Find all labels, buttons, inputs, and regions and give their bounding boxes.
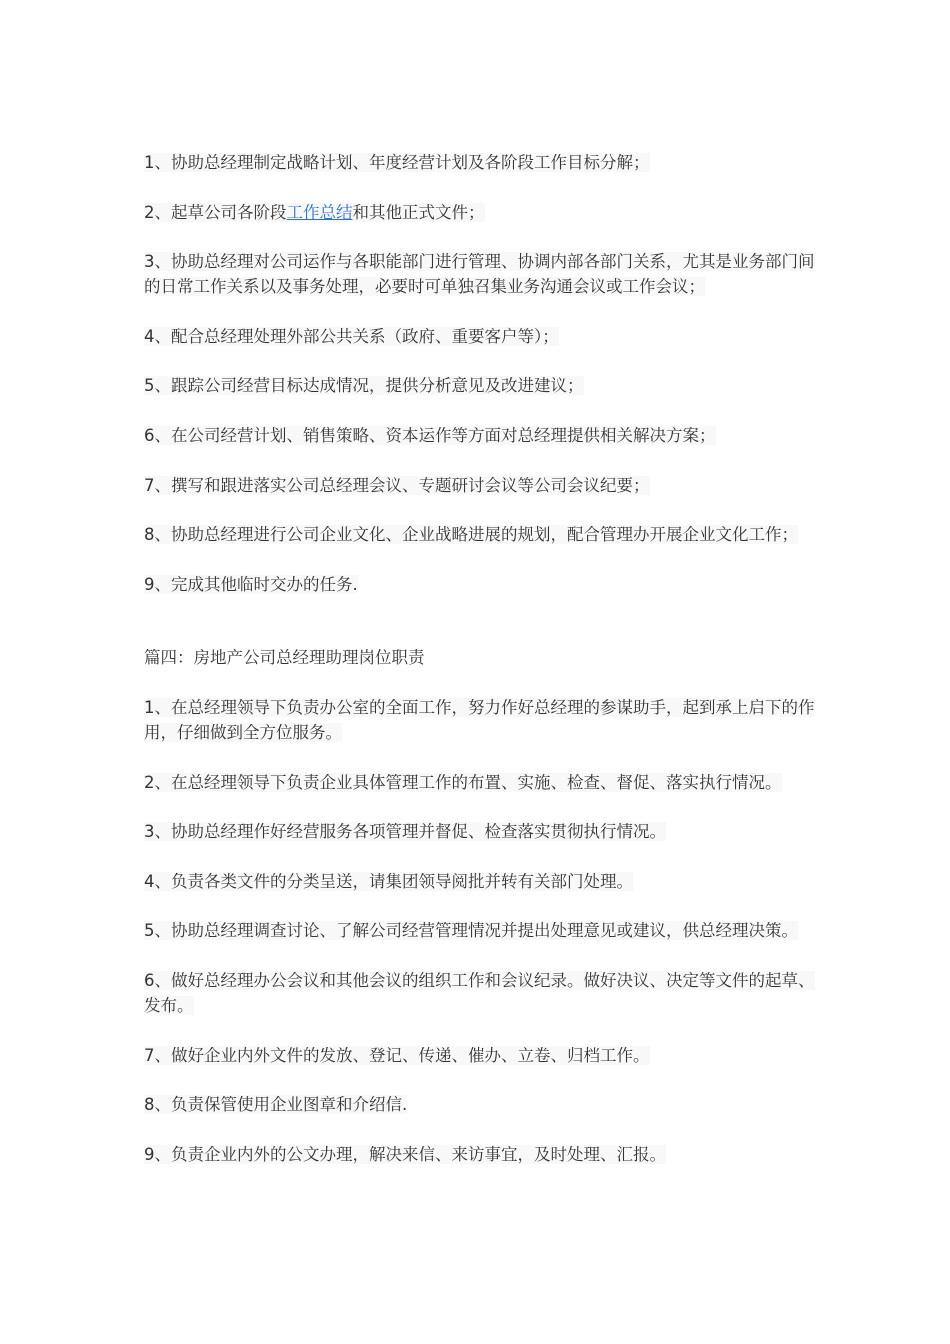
duty-item-2-before: 2、起草公司各阶段 <box>144 202 287 222</box>
duty-item-6: 6、在公司经营计划、销售策略、资本运作等方面对总经理提供相关解决方案； <box>144 425 716 445</box>
duty-item-1: 1、协助总经理制定战略计划、年度经营计划及各阶段工作目标分解； <box>144 153 650 172</box>
s4-duty-item-5: 5、协助总经理调查讨论、了解公司经营管理情况并提出处理意见或建议，供总经理决策。 <box>144 921 798 941</box>
s4-duty-item-4: 4、负责各类文件的分类呈送，请集团领导阅批并转有关部门处理。 <box>144 871 633 891</box>
duty-item-5: 5、跟踪公司经营目标达成情况，提供分析意见及改进建议； <box>144 376 584 396</box>
duty-item-2 <box>144 200 816 225</box>
duty-item-9: 9、完成其他临时交办的任务. <box>144 574 358 594</box>
s4-duty-item-6: 6、做好总经理办公会议和其他会议的组织工作和会议纪录。做好决议、决定等文件的起草、发布。 <box>144 970 815 1015</box>
section-4-duties <box>144 645 816 1166</box>
section-divider <box>144 621 816 645</box>
duty-item-7: 7、撰写和跟进落实公司总经理会议、专题研讨会议等公司会议纪要； <box>144 475 650 495</box>
duty-item-8: 8、协助总经理进行公司企业文化、企业战略进展的规划，配合管理办开展企业文化工作； <box>144 525 798 545</box>
section-3-duties <box>144 150 816 597</box>
work-summary-link[interactable]: 工作总结 <box>286 202 353 222</box>
s4-duty-item-1: 1、在总经理领导下负责办公室的全面工作，努力作好总经理的参谋助手，起到承上启下的作用，仔细做到全方位服务。 <box>144 697 815 742</box>
s4-duty-item-8: 8、负责保管使用企业图章和介绍信. <box>144 1095 408 1115</box>
duty-item-4: 4、配合总经理处理外部公共关系（政府、重要客户等）； <box>144 326 559 346</box>
s4-duty-item-2: 2、在总经理领导下负责企业具体管理工作的布置、实施、检查、督促、落实执行情况。 <box>144 772 782 792</box>
duty-item-3: 3、协助总经理对公司运作与各职能部门进行管理、协调内部各部门关系，尤其是业务部门间的日常工作关系以及事务处理，必要时可单独召集业务沟通会议或工作会议； <box>144 252 815 297</box>
section-heading: 篇四：房地产公司总经理助理岗位职责 <box>144 648 425 668</box>
s4-duty-item-7: 7、做好企业内外文件的发放、登记、传递、催办、立卷、归档工作。 <box>144 1045 650 1065</box>
document-page <box>144 150 816 1191</box>
s4-duty-item-9: 9、负责企业内外的公文办理，解决来信、来访事宜，及时处理、汇报。 <box>144 1144 666 1164</box>
s4-duty-item-3: 3、协助总经理作好经营服务各项管理并督促、检查落实贯彻执行情况。 <box>144 822 666 842</box>
duty-item-2-after: 和其他正式文件； <box>352 202 485 222</box>
